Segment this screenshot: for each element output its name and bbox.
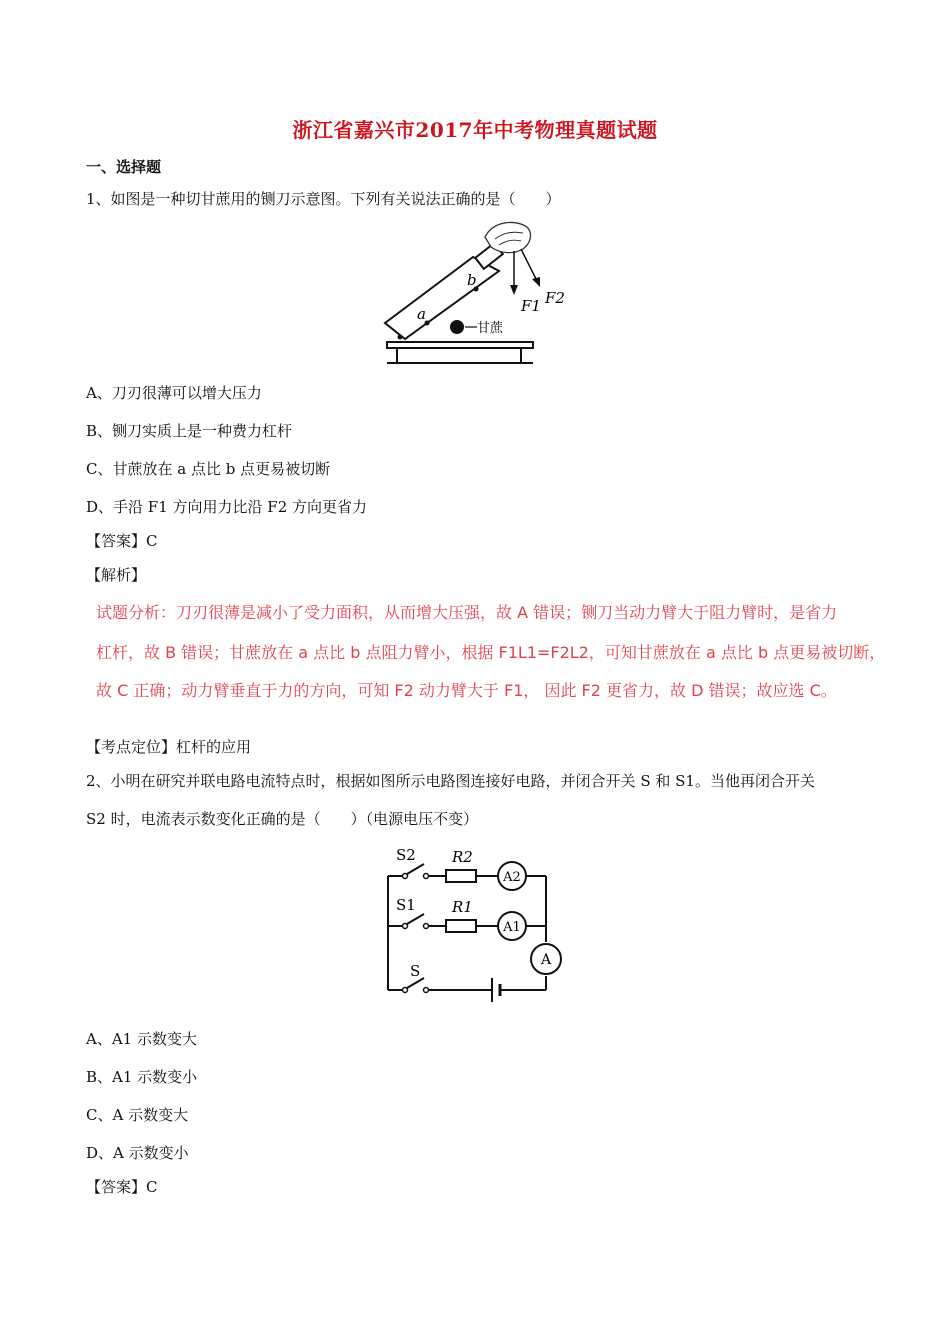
resistor-r1-label: R1 — [452, 898, 473, 916]
switch-s1-label: S1 — [396, 896, 416, 914]
q1-stem: 1、如图是一种切甘蔗用的铡刀示意图。下列有关说法正确的是（ ） — [86, 190, 561, 208]
q1-option-d: D、手沿 F1 方向用力比沿 F2 方向更省力 — [86, 498, 368, 516]
resistor-r2-label: R2 — [452, 848, 473, 866]
q2-stem-line-1: 2、小明在研究并联电路电流特点时，根据如图所示电路图连接好电路，并闭合开关 S 和 S1。当他再闭合开关 — [86, 772, 815, 790]
q2-answer: 【答案】C — [86, 1178, 158, 1196]
guillotine-figure — [381, 215, 567, 367]
q1-option-c: C、甘蔗放在 a 点比 b 点更易被切断 — [86, 460, 331, 478]
q1-knowledge-point: 【考点定位】杠杆的应用 — [86, 738, 252, 756]
q2-option-a: A、A1 示数变大 — [86, 1030, 197, 1048]
q1-analysis-line-3: 故 C 正确；动力臂垂直于力的方向，可知 F2 动力臂大于 F1， 因此 F2 更省力，故 D 错误；故应选 C。 — [96, 681, 837, 700]
force-f2-label: F2 — [545, 289, 565, 307]
point-a-label: a — [417, 305, 426, 323]
point-b-label: b — [467, 271, 477, 289]
q2-stem-line-2: S2 时，电流表示数变化正确的是（ ）（电源电压不变） — [86, 810, 479, 828]
ammeter-a-label: A — [540, 952, 552, 968]
q2-option-c: C、A 示数变大 — [86, 1106, 189, 1124]
ammeter-a2-label: A2 — [503, 870, 521, 885]
switch-s-label: S — [410, 962, 421, 980]
q2-option-d: D、A 示数变小 — [86, 1144, 189, 1162]
ammeter-a1-label: A1 — [503, 920, 521, 935]
q1-analysis-heading: 【解析】 — [86, 566, 147, 584]
switch-s2-label: S2 — [396, 846, 416, 864]
q1-option-a: A、刀刃很薄可以增大压力 — [86, 384, 262, 402]
q2-option-b: B、A1 示数变小 — [86, 1068, 198, 1086]
force-f1-label: F1 — [521, 297, 541, 315]
q1-analysis-line-1: 试题分析：刀刃很薄是减小了受力面积，从而增大压强，故 A 错误；铡刀当动力臂大于阻力臂时，是省力 — [96, 603, 838, 622]
page-title: 浙江省嘉兴市2017年中考物理真题试题 — [292, 118, 658, 142]
q1-analysis-line-2: 杠杆，故 B 错误；甘蔗放在 a 点比 b 点阻力臂小，根据 F1L1=F2L2，可知甘蔗放在 a 点比 b 点更易被切断， — [96, 643, 886, 662]
section-heading: 一、选择题 — [86, 158, 162, 176]
circuit-figure — [384, 838, 564, 1008]
sugarcane-label: 甘蔗 — [477, 321, 504, 336]
q1-option-b: B、铡刀实质上是一种费力杠杆 — [86, 422, 293, 440]
q1-answer: 【答案】C — [86, 532, 158, 550]
